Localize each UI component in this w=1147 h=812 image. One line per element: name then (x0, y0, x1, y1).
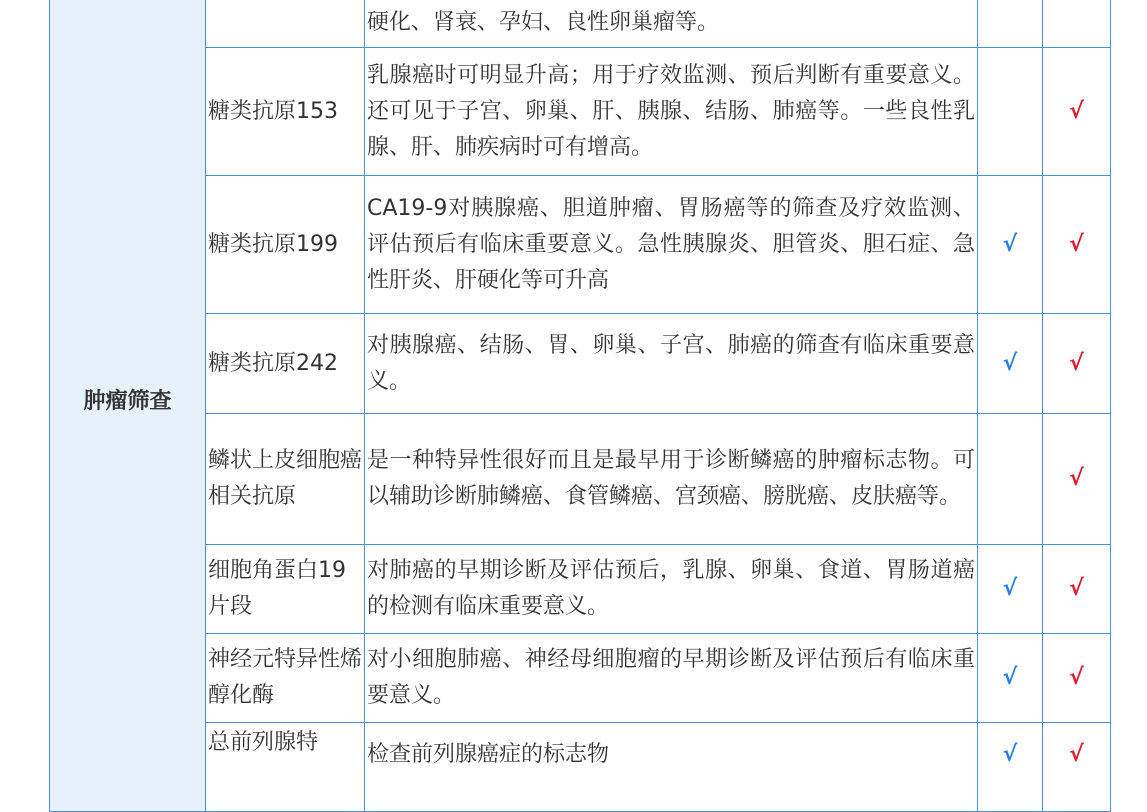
tumor-screening-table (49, 0, 1111, 812)
table-row (50, 314, 1111, 414)
red-check-mark (1043, 0, 1111, 48)
test-description-cell: 乳腺癌时可明显升高；用于疗效监测、预后判断有重要意义。还可见于子宫、卵巢、肝、胰腺、结肠、肺癌等。一些良性乳腺、肝、肺疾病时可有增高。 (365, 48, 978, 176)
test-name-cell: 糖类抗原153 (206, 48, 365, 176)
table-row (50, 723, 1111, 812)
blue-check-mark: √ (978, 545, 1043, 634)
red-check-mark: √ (1043, 545, 1111, 634)
blue-check-mark: √ (978, 723, 1043, 812)
test-name-cell: 鳞状上皮细胞癌相关抗原 (206, 414, 365, 545)
red-check-mark: √ (1043, 723, 1111, 812)
table-row (50, 634, 1111, 723)
red-check-mark: √ (1043, 414, 1111, 545)
test-description-cell: 对小细胞肺癌、神经母细胞瘤的早期诊断及评估预后有临床重要意义。 (365, 634, 978, 723)
test-name-cell: 总前列腺特 (206, 723, 365, 812)
table-row (50, 48, 1111, 176)
test-name-cell: 神经元特异性烯醇化酶 (206, 634, 365, 723)
blue-check-mark (978, 48, 1043, 176)
test-description-cell: 对肺癌的早期诊断及评估预后，乳腺、卵巢、食道、胃肠道癌的检测有临床重要意义。 (365, 545, 978, 634)
blue-check-mark (978, 414, 1043, 545)
blue-check-mark: √ (978, 176, 1043, 314)
test-name-cell: 糖类抗原242 (206, 314, 365, 414)
category-cell: 肿瘤筛查 (50, 0, 206, 812)
test-description-cell: 是一种特异性很好而且是最早用于诊断鳞癌的肿瘤标志物。可以辅助诊断肺鳞癌、食管鳞癌、宫颈癌、膀胱癌、皮肤癌等。 (365, 414, 978, 545)
test-name-cell: 细胞角蛋白19片段 (206, 545, 365, 634)
red-check-mark: √ (1043, 48, 1111, 176)
test-description-cell: 硬化、肾衰、孕妇、良性卵巢瘤等。 (365, 0, 978, 48)
test-description-cell: CA19-9对胰腺癌、胆道肿瘤、胃肠癌等的筛查及疗效监测、评估预后有临床重要意义。急性胰腺炎、胆管炎、胆石症、急性肝炎、肝硬化等可升高 (365, 176, 978, 314)
test-description-cell: 对胰腺癌、结肠、胃、卵巢、子宫、肺癌的筛查有临床重要意义。 (365, 314, 978, 414)
table-row (50, 0, 1111, 48)
blue-check-mark (978, 0, 1043, 48)
table-row (50, 176, 1111, 314)
red-check-mark: √ (1043, 176, 1111, 314)
blue-check-mark: √ (978, 314, 1043, 414)
test-name-cell: 糖类抗原199 (206, 176, 365, 314)
blue-check-mark: √ (978, 634, 1043, 723)
test-name-cell (206, 0, 365, 48)
red-check-mark: √ (1043, 634, 1111, 723)
test-description-cell: 检查前列腺癌症的标志物 (365, 723, 978, 812)
table-row (50, 545, 1111, 634)
table-row (50, 414, 1111, 545)
red-check-mark: √ (1043, 314, 1111, 414)
